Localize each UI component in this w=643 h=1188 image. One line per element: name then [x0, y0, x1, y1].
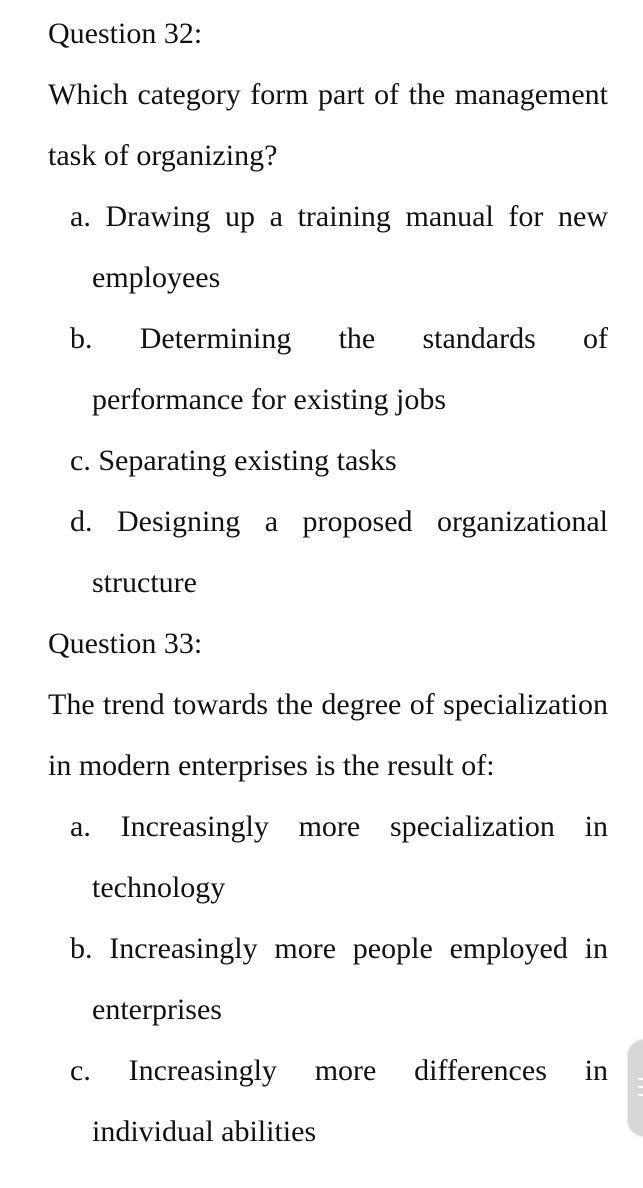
option-letter: b.	[70, 322, 93, 355]
option-letter: b.	[70, 932, 93, 965]
grip-icon	[638, 1078, 643, 1096]
option-letter: c.	[70, 1054, 91, 1087]
option-letter: a.	[70, 200, 91, 233]
question-32-text: Which category form part of the management task of organizing?	[48, 78, 608, 172]
option-letter: a.	[70, 810, 91, 843]
question-32-option-b[interactable]	[70, 308, 608, 430]
option-text: Separating existing tasks	[98, 444, 397, 477]
question-32-options	[48, 186, 608, 613]
question-32-option-c[interactable]	[70, 430, 608, 491]
option-text: Drawing up a training manual for new employees	[92, 200, 609, 294]
document-page	[48, 3, 608, 1162]
option-text: Determining the standards of performance for existing jobs	[92, 322, 608, 416]
question-33-heading: Question 33:	[48, 627, 203, 660]
option-text: Increasingly more specialization in technology	[92, 810, 608, 904]
option-text: Increasingly more differences in individual abilities	[92, 1054, 609, 1148]
question-32-option-a[interactable]	[70, 186, 608, 308]
question-33-option-b[interactable]	[70, 918, 608, 1040]
option-text: Increasingly more people employed in enterprises	[92, 932, 608, 1026]
question-33-option-a[interactable]	[70, 796, 608, 918]
question-32-option-d[interactable]	[70, 491, 608, 613]
option-text: Designing a proposed organizational structure	[92, 505, 609, 599]
question-32-heading: Question 32:	[48, 17, 203, 50]
question-33-text: The trend towards the degree of specialization in modern enterprises is the result of:	[48, 688, 608, 782]
option-letter: c.	[70, 444, 91, 477]
question-33-option-c[interactable]	[70, 1040, 608, 1162]
option-letter: d.	[70, 505, 93, 538]
scroll-handle[interactable]	[628, 1040, 643, 1136]
question-33-options	[48, 796, 608, 1162]
